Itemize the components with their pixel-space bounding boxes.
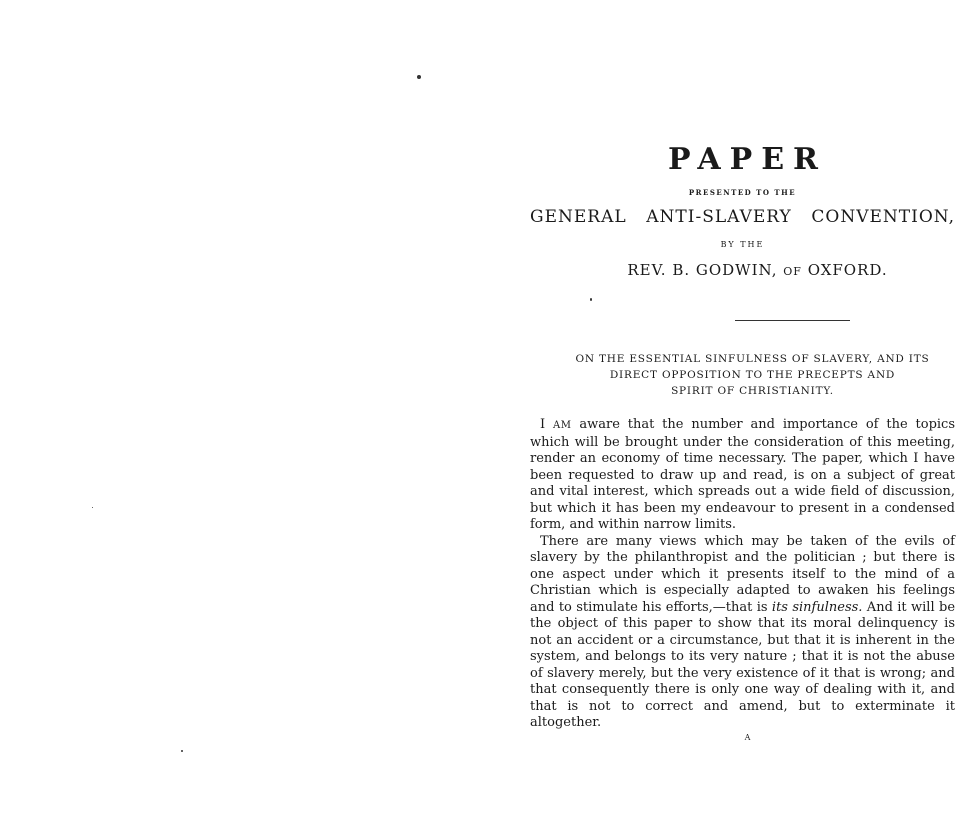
author-name: REV. B. GODWIN,: [627, 261, 778, 279]
emphasis-text: its sinfulness.: [771, 599, 863, 615]
paragraph-text: aware that the number and importance of the topics which will be brought under the consideration of this meeting, render an economy of time necessary. The paper, which I have been requested to draw up and read, is on a subject of great and vital interest, which spreads out a wide field of discussion, but which it has been my endeavour to present in a condensed form, and within narrow limits.: [530, 417, 955, 532]
paragraph: [530, 534, 955, 732]
by-line: BY THE: [720, 240, 765, 249]
convention-word: CONVENTION,: [811, 207, 955, 227]
subject-line: SPIRIT OF CHRISTIANITY.: [671, 385, 834, 397]
divider-rule: [735, 320, 850, 321]
paragraph: [530, 417, 955, 534]
paragraph-text: There are many views which may be taken of the evils of slavery by the philanthropist and the politician ; but there is one aspect under which it presents itself to the mind of a Christian which is especially adapted to awaken his feelings and to stimulate his efforts,—that is: [530, 533, 955, 615]
presented-to-line: PRESENTED TO THE: [688, 188, 797, 197]
author-place: OXFORD.: [807, 261, 888, 279]
subject-line: ON THE ESSENTIAL SINFULNESS OF SLAVERY, AND ITS: [575, 353, 930, 365]
scan-speck: [417, 75, 421, 79]
scan-speck: [181, 750, 183, 752]
page-title: PAPER: [667, 142, 827, 177]
convention-word: GENERAL: [530, 207, 627, 227]
lead-small-caps: AM: [553, 420, 572, 431]
lead-letter: I: [540, 417, 546, 432]
paragraph-text: And it will be the object of this paper to show that its moral delinquency is not an accident or a circumstance, but that it is inherent in the system, and belongs to its very nature ; that it is not the abuse of slavery merely, but the very existence of it that is wrong; and that consequently there is only one way of dealing with it, and that is not to correct and amend, but to exterminate it altogether.: [530, 599, 956, 730]
scan-speck: [92, 507, 93, 508]
subject-heading: [530, 351, 955, 399]
author-of: OF: [783, 265, 802, 278]
author-line: [530, 260, 955, 282]
subject-line: DIRECT OPPOSITION TO THE PRECEPTS AND: [609, 369, 896, 381]
convention-heading: [530, 206, 955, 228]
title-page: [530, 140, 955, 743]
body-text: [530, 417, 955, 732]
convention-word: ANTI-SLAVERY: [646, 207, 792, 227]
signature-mark: A: [744, 732, 751, 742]
